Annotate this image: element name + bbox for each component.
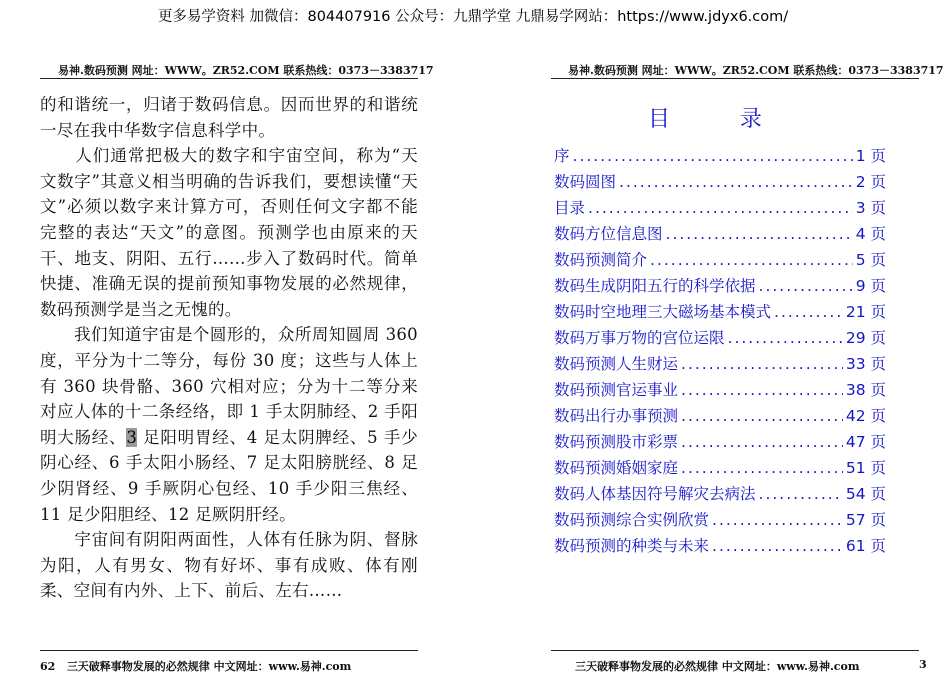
toc-entry[interactable] xyxy=(554,404,886,430)
toc-entry[interactable] xyxy=(554,456,886,482)
toc-leader-dots xyxy=(666,225,853,243)
toc-entry-page: 57 页 xyxy=(845,511,886,529)
toc-entry-page: 9 页 xyxy=(855,277,886,295)
left-page xyxy=(0,34,473,693)
toc-entry[interactable] xyxy=(554,352,886,378)
toc-leader-dots xyxy=(759,485,843,503)
toc-entry[interactable] xyxy=(554,196,886,222)
toc-entry-page: 1 页 xyxy=(855,147,886,165)
toc-entry-page: 51 页 xyxy=(845,459,886,477)
toc-entry-title: 数码预测简介 xyxy=(554,251,648,269)
left-page-number: 62 xyxy=(40,660,56,673)
toc-entry[interactable] xyxy=(554,482,886,508)
toc-leader-dots xyxy=(573,147,853,165)
toc-leader-dots xyxy=(728,329,843,347)
paragraph-3-text-a: 我们知道宇宙是个圆形的，众所周知圆周 360 度，平分为十二等分，每份 30 度；这些与人体上有 360 块骨骼、360 穴相对应；分为十二等分来对应人体的十二条经络，即 1 手太阴肺经、2 手阳明大肠经、 xyxy=(40,325,418,447)
toc-leader-dots xyxy=(681,355,843,373)
paragraph-1-text: 的和谐统一，归诸于数码信息。因而世界的和谐统一尽在我中华数字信息科学中。 xyxy=(40,95,418,140)
toc-entry-page: 2 页 xyxy=(855,173,886,191)
right-page-number: 3 xyxy=(919,658,927,671)
toc-entry-title: 数码出行办事预测 xyxy=(554,407,679,425)
toc-entry-page: 5 页 xyxy=(855,251,886,269)
paragraph-4 xyxy=(40,527,418,604)
toc-entry[interactable] xyxy=(554,222,886,248)
toc-leader-dots xyxy=(712,511,843,529)
toc-entry-page: 54 页 xyxy=(845,485,886,503)
right-page-header: 易神.数码预测 网址：WWW。ZR52.COM 联系热线：0373－3383717 xyxy=(568,64,944,77)
left-footer-rule xyxy=(40,650,418,651)
toc-entry-title: 数码预测人生财运 xyxy=(554,355,679,373)
toc-title: 目 录 xyxy=(648,107,762,132)
paragraph-4-text: 宇宙间有阴阳两面性，人体有任脉为阴、督脉为阳，人有男女、物有好坏、事有成败、体有刚柔、空间有内外、上下、前后、左右…… xyxy=(40,530,418,601)
toc-leader-dots xyxy=(619,173,853,191)
toc-leader-dots xyxy=(588,199,853,217)
toc-entry[interactable] xyxy=(554,326,886,352)
right-footer-text: 三天破释事物发展的必然规律 中文网址：www.易神.com xyxy=(575,660,860,673)
toc-entry-title: 数码预测的种类与未来 xyxy=(554,537,710,555)
toc-entry-page: 21 页 xyxy=(845,303,886,321)
toc-entry[interactable] xyxy=(554,430,886,456)
left-page-header: 易神.数码预测 网址：WWW。ZR52.COM 联系热线：0373－3383717 xyxy=(58,64,434,77)
toc-entry[interactable] xyxy=(554,274,886,300)
paragraph-1 xyxy=(40,92,418,143)
toc-entry-page: 3 页 xyxy=(855,199,886,217)
right-footer-rule xyxy=(551,650,919,651)
toc-entry[interactable] xyxy=(554,170,886,196)
toc-entry-page: 33 页 xyxy=(845,355,886,373)
toc-entry-page: 4 页 xyxy=(855,225,886,243)
toc-entry-title: 数码万事万物的宫位运限 xyxy=(554,329,725,347)
toc-entry-title: 数码预测股市彩票 xyxy=(554,433,679,451)
toc-leader-dots xyxy=(681,433,843,451)
paragraph-3 xyxy=(40,322,418,527)
toc-entry-page: 38 页 xyxy=(845,381,886,399)
toc-entry-title: 数码时空地理三大磁场基本模式 xyxy=(554,303,772,321)
left-body-text xyxy=(40,92,418,604)
paragraph-2 xyxy=(40,143,418,322)
toc-entry-title: 目录 xyxy=(554,199,586,217)
right-page xyxy=(473,34,946,693)
toc-entry-title: 序 xyxy=(554,147,570,165)
toc-entry[interactable] xyxy=(554,534,886,560)
paragraph-2-text: 人们通常把极大的数字和宇宙空间，称为“天文数字”其意义相当明确的告诉我们，要想读懂“天文”必须以数字来计算方可，否则任何文字都不能完整的表达“天文”的意图。预测学也由原来的天干、地支、阴阳、五行……步入了数码时代。简单快捷、准确无误的提前预知事物发展的必然规律，数码预测学是当之无愧的。 xyxy=(40,146,418,319)
toc-entry-title: 数码人体基因符号解灾去病法 xyxy=(554,485,756,503)
source-banner: 更多易学资料 加微信：804407916 公众号：九鼎学堂 九鼎易学网站：https://www.jdyx6.com/ xyxy=(157,9,789,25)
toc-entry-title: 数码生成阴阳五行的科学依据 xyxy=(554,277,756,295)
highlighted-number: 3 xyxy=(126,427,138,447)
toc-entry-page: 47 页 xyxy=(845,433,886,451)
left-page-footer xyxy=(40,658,351,674)
left-footer-text: 三天破释事物发展的必然规律 中文网址：www.易神.com xyxy=(66,660,352,673)
toc-entry-page: 61 页 xyxy=(845,537,886,555)
toc-entry[interactable] xyxy=(554,248,886,274)
toc-leader-dots xyxy=(681,407,843,425)
toc-entry-title: 数码圆图 xyxy=(554,173,617,191)
toc-entry[interactable] xyxy=(554,300,886,326)
toc-entry[interactable] xyxy=(554,378,886,404)
toc-entry-title: 数码预测婚姻家庭 xyxy=(554,459,679,477)
toc-entry[interactable] xyxy=(554,508,886,534)
toc-leader-dots xyxy=(774,303,843,321)
toc-entry-title: 数码方位信息图 xyxy=(554,225,663,243)
toc-entry-page: 42 页 xyxy=(845,407,886,425)
toc-entry-page: 29 页 xyxy=(845,329,886,347)
toc-leader-dots xyxy=(712,537,843,555)
left-header-rule xyxy=(40,78,418,79)
toc-leader-dots xyxy=(759,277,853,295)
paragraph-3-text-b: 足阳明胃经、4 足太阴脾经、5 手少阴心经、6 手太阳小肠经、7 足太阳膀胱经、8 足少阴肾经、9 手厥阴心包经、10 手少阳三焦经、11 足少阳胆经、12 足厥阴肝经。 xyxy=(40,427,418,524)
toc-entry[interactable] xyxy=(554,144,886,170)
toc-leader-dots xyxy=(681,381,843,399)
toc-leader-dots xyxy=(681,459,843,477)
toc-entry-title: 数码预测综合实例欣赏 xyxy=(554,511,710,529)
toc-entry-title: 数码预测官运事业 xyxy=(554,381,679,399)
right-header-rule xyxy=(551,78,919,79)
table-of-contents xyxy=(554,144,886,560)
toc-leader-dots xyxy=(650,251,853,269)
